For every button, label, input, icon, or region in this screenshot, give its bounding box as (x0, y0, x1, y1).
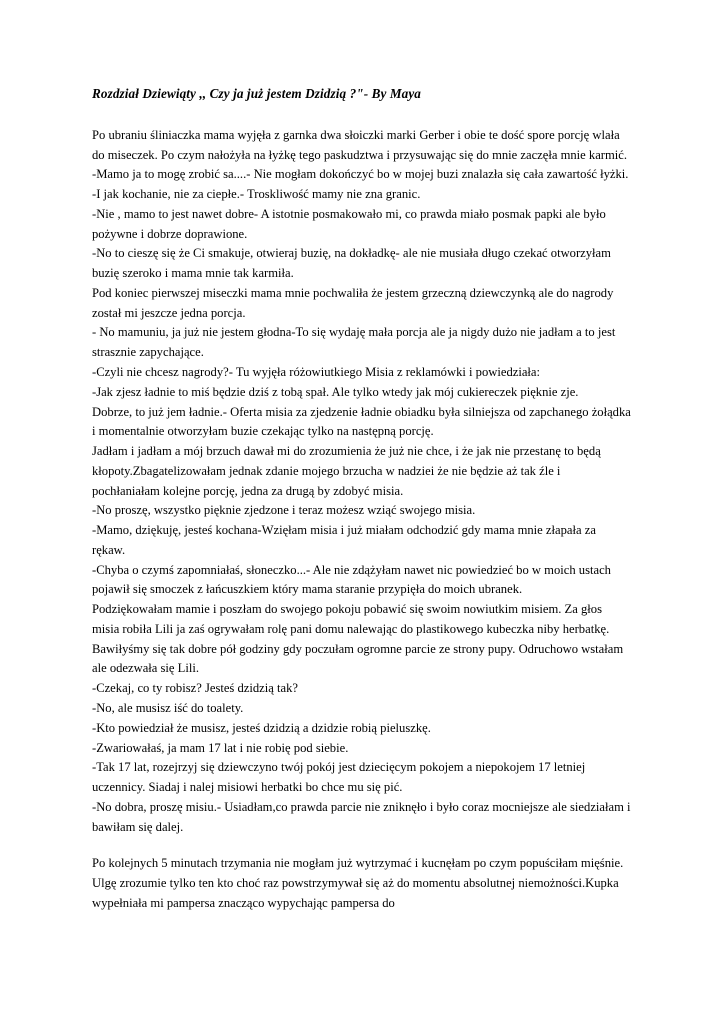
paragraph-block-2: Po kolejnych 5 minutach trzymania nie mogłam już wytrzymać i kucnęłam po czym popuściłam mięśnie. Ulgę zrozumie tylko ten kto choć raz powstrzymywał się aż do momentu absolutnej niemożności.Kupka wypełniała mi pampersa znacząco wypychając pampersa do (92, 856, 624, 910)
document-title: Rozdział Dziewiąty ,, Czy ja już jestem Dzidzią ?"- By Maya (92, 86, 421, 101)
document-body (92, 126, 631, 914)
paragraph-spacer (92, 837, 631, 854)
paragraph-block-1: Po ubraniu śliniaczka mama wyjęła z garnka dwa słoiczki marki Gerber i obie te dość spore porcję wlała do miseczek. Po czym nałożyła na łyżkę tego paskudztwa i przysuwając się do mnie zaczęła mnie karmić. -Mamo ja to mogę zrobić sa....- Nie mogłam dokończyć bo w mojej buzi znalazła się cała zawartość łyżki. -I jak kochanie, nie za ciepłe.- Troskliwość mamy nie zna granic. -Nie , mamo to jest nawet dobre- A istotnie posmakowało mi, co prawda miało posmak papki ale było pożywne i dobrze doprawione. -No to cieszę się że Ci smakuje, otwieraj buzię, na dokładkę- ale nie musiała długo czekać otworzyłam buzię szeroko i mama mnie tak karmiła. Pod koniec pierwszej miseczki mama mnie pochwaliła że jestem grzeczną dziewczynką ale do nagrody został mi jeszcze jedna porcja. - No mamuniu, ja już nie jestem głodna-To się wydaję mała porcja ale ja nigdy dużo nie jadłam a to jest strasznie zapychające. -Czyli nie chcesz nagrody?- Tu wyjęła różowiutkiego Misia z reklamówki i powiedziała: -Jak zjesz ładnie to miś będzie dziś z tobą spał. Ale tylko wtedy jak mój cukiereczek pięknie zje. Dobrze, to już jem ładnie.- Oferta misia za zjedzenie ładnie obiadku była silniejsza od zapchanego żołądka i momentalnie otworzyłam buzie czekając tylko na następną porcję. Jadłam i jadłam a mój brzuch dawał mi do zrozumienia że już nie chce, i że jak nie przestanę to będą kłopoty.Zbagatelizowałam jednak zdanie mojego brzucha w nadziei że nie będzie aż tak źle i pochłaniałam kolejne porcję, jedna za drugą by zdobyć misia. -No proszę, wszystko pięknie zjedzone i teraz możesz wziąć swojego misia. -Mamo, dziękuję, jesteś kochana-Wzięłam misia i już miałam odchodzić gdy mama mnie złapała za rękaw. -Chyba o czymś zapomniałaś, słoneczko...- Ale nie zdążyłam nawet nic powiedzieć bo w moich ustach pojawił się smoczek z łańcuszkiem który mama staranie przypięła do moich ubranek. Podziękowałam mamie i poszłam do swojego pokoju pobawić się swoim nowiutkim misiem. Za głos misia robiła Lili ja zaś ogrywałam rolę pani domu nalewając do plastikowego kubeczka niby herbatkę. Bawiłyśmy się tak dobre pół godziny gdy poczułam ogromne parcie ze strony pupy. Odruchowo wstałam ale odezwała się Lili. -Czekaj, co ty robisz? Jesteś dzidzią tak? -No, ale musisz iść do toalety. -Kto powiedział że musisz, jesteś dzidzią a dzidzie robią pieluszkę. -Zwariowałaś, ja mam 17 lat i nie robię pod siebie. -Tak 17 lat, rozejrzyj się dziewczyno twój pokój jest dziecięcym pokojem a niepokojem 17 letniej uczennicy. Siadaj i nalej misiowi herbatki bo chce mu się pić. -No dobra, proszę misiu.- Usiadłam,co prawda parcie nie zniknęło i było coraz mocniejsze ale siedziałam i bawiłam się dalej. (92, 127, 631, 834)
